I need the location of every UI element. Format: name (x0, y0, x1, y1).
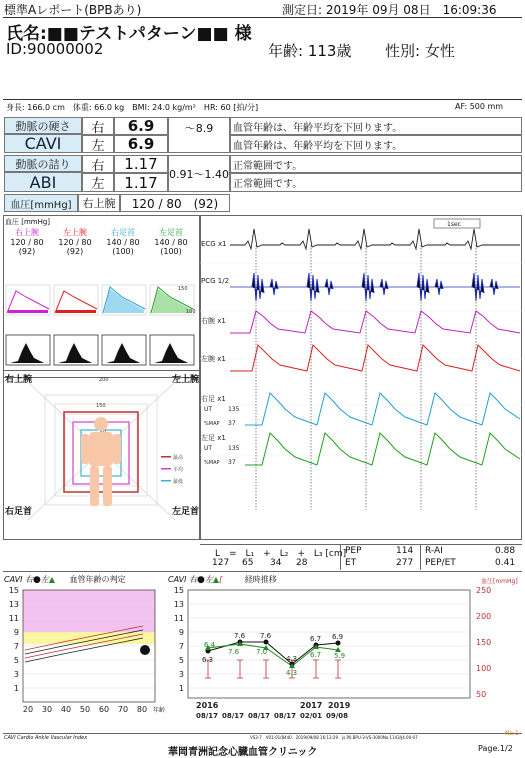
r-ankle-label: 右足 x1 (201, 395, 226, 403)
length-l1: 65 (242, 558, 254, 568)
cavi-left-comment: 血管年齢は、年齢平均を下回ります。 (230, 135, 522, 153)
abi-range: 0.91～1.40 (168, 155, 230, 192)
abi-left-side: 左 (82, 173, 114, 192)
age-ytick: 11 (8, 614, 19, 623)
af-value: AF: 500 mm (455, 102, 504, 111)
left-value-label: 7.0 (256, 648, 268, 656)
age-xtick: 70 (117, 705, 129, 714)
age-ytick: 3 (13, 670, 19, 679)
date-label: 08/17 (196, 712, 219, 720)
scale-150: 150 (178, 286, 188, 292)
abi-right-side: 右 (82, 155, 114, 173)
bp-tick: 200 (476, 612, 492, 621)
abi-right-value: 1.17 (114, 155, 168, 173)
bp-site-r-ankle (100, 227, 146, 256)
cavi-right-value: 6.9 (114, 117, 168, 135)
right-dot-icon: ● (33, 575, 41, 585)
date-label: 08/17 (222, 712, 245, 720)
body-bottom-right: 左足首 (172, 507, 200, 517)
bp-site-value: 120 / 80 (10, 238, 44, 247)
cavi-right-side: 右 (82, 117, 114, 135)
left-value-label: 6.7 (310, 651, 322, 659)
bp-site-mean: (92) (66, 247, 84, 256)
age-x-ticks (23, 705, 147, 714)
bp-site-l-ankle (148, 227, 194, 256)
right-value-label: 6.3 (202, 656, 214, 664)
date-label: 09/08 (326, 712, 349, 720)
vascular-age-chart (3, 584, 166, 732)
trend-year-labels (196, 701, 351, 710)
trend-ytick: 13 (173, 600, 184, 609)
l-map-label: %MAP (204, 460, 220, 466)
date-label: 08/17 (274, 712, 297, 720)
age-ytick: 15 (8, 586, 19, 595)
r-arm-trace (230, 311, 520, 333)
l-ut-value: 135 (228, 445, 240, 452)
left-value-label: 6.4 (204, 641, 216, 649)
bp-site-mean: (100) (160, 247, 182, 256)
mid-zone (23, 632, 155, 644)
r-ankle-trace (245, 393, 520, 425)
trend-ytick: 11 (173, 614, 184, 623)
bp-row-value: 120 / 80 (92) (120, 194, 230, 212)
left-value-label: 7.6 (228, 648, 240, 656)
age-xtick: 80 (136, 705, 148, 714)
body-radar-svg (3, 370, 200, 540)
pep-value: 114 (396, 546, 414, 556)
abi-section-label: 動脈の詰り (4, 155, 82, 172)
bp-mini-waveforms (4, 283, 199, 378)
bp-site-name: 左上腕 (63, 228, 87, 237)
inner-150: 150 (96, 403, 106, 409)
bp-tick: 100 (476, 664, 492, 673)
bp-site-l-arm (52, 227, 98, 256)
legend-mean: 平均 (173, 467, 184, 473)
report-title: 標準Aレポート(BPBあり) (4, 3, 142, 17)
length-l: 127 (212, 558, 230, 568)
age-xtick: 50 (79, 705, 91, 714)
trend-bp-ticks (476, 586, 491, 699)
bp-site-name: 右足首 (111, 228, 135, 237)
legend-min: 最低 (173, 479, 184, 485)
rai-label: R-AI (425, 546, 443, 556)
pcg-label: PCG 1/2 (201, 277, 230, 285)
axis-200: 200 (99, 377, 109, 383)
bp-site-mean: (92) (18, 247, 36, 256)
bp-site-r-arm (4, 227, 50, 256)
l-arm-trace (230, 345, 520, 371)
et-value: 277 (396, 558, 414, 568)
mini-wave-r-arm (6, 285, 50, 315)
trend-right-dot-icon: ● (197, 575, 205, 585)
bp-site-name: 右上腕 (15, 228, 39, 237)
right-value-label: 6.9 (332, 633, 344, 641)
year-label: 2019 (328, 701, 351, 710)
mini-wave-l-arm (54, 285, 98, 315)
age-x-unit: 年齢 (153, 707, 166, 714)
bp-site-value: 140 / 80 (154, 238, 188, 247)
footer-clinic: 華岡青洲記念心臓血管クリニック (168, 747, 318, 758)
time-scale-label: 1sec (447, 221, 461, 228)
bp-brackets (205, 660, 341, 678)
trend-y-ticks (174, 586, 184, 693)
body-bottom-left: 右足首 (5, 507, 33, 517)
measure-date: 測定日: 2019年 09月 08日 16:09:36 (282, 3, 497, 17)
footer-cavi-desc: CAVI Cardio Ankle Vascular Index (4, 735, 88, 741)
abi-left-comment: 正常範囲です。 (230, 173, 522, 192)
trend-ytick: 15 (173, 586, 184, 595)
bp-row-site: 右上腕 (78, 194, 120, 212)
patient-id: ID:90000002 (6, 40, 104, 58)
mini-histograms (6, 335, 194, 365)
l-ut-label: UT (204, 445, 213, 452)
left-value-label: 4.3 (286, 669, 298, 677)
length-formula: L = L₁ + L₂ + L₃ [cm] (215, 549, 347, 559)
trend-date-labels (196, 712, 348, 720)
bp-site-name: 左足首 (159, 228, 183, 237)
waveform-svg (200, 215, 522, 540)
current-patient-dot (140, 645, 150, 655)
timing-markers (256, 245, 476, 510)
trend-chart (168, 584, 522, 732)
patient-age: 年齢: 113歳 (268, 42, 352, 60)
right-value-label: 7.6 (234, 632, 246, 640)
trend-ytick: 1 (178, 684, 184, 693)
footer-page: Page.1/2 (478, 744, 513, 753)
age-ytick: 5 (13, 656, 19, 665)
r-arm-label: 右腕 x1 (201, 317, 226, 325)
abi-left-value: 1.17 (114, 173, 168, 192)
trend-ytick: 5 (178, 656, 184, 665)
scale-100: 100 (186, 309, 196, 315)
patient-sex: 性別: 女性 (385, 42, 455, 60)
patient-name: 氏名:■■テストパターン■■ 様 (6, 24, 252, 44)
right-value-label: 4.3 (286, 655, 298, 663)
bp-panel-title: 血圧 [mmHg] (5, 218, 51, 226)
left-value-label: 5.9 (334, 652, 346, 660)
age-ytick: 7 (13, 642, 19, 651)
age-xtick: 30 (41, 705, 53, 714)
right-value-label: 6.7 (310, 635, 322, 643)
r-ut-label: UT (204, 406, 213, 413)
age-chart-title-mid: 左 (40, 575, 49, 584)
legend-max: 最高 (173, 455, 184, 461)
trend-ytick: 3 (178, 670, 184, 679)
l-ankle-label: 左足 x1 (201, 434, 226, 442)
bp-site-value: 140 / 80 (106, 238, 140, 247)
ecg-trace (230, 229, 520, 249)
year-label: 2017 (300, 701, 323, 710)
pepet-label: PEP/ET (425, 558, 456, 568)
r-ut-value: 135 (228, 406, 240, 413)
abi-label: ABI (4, 172, 82, 192)
r-map-value: 37 (228, 420, 236, 427)
age-ytick: 9 (13, 628, 19, 637)
l-map-value: 37 (228, 459, 236, 466)
trend-title-mid: 左 (204, 575, 213, 584)
l-arm-label: 左腕 x1 (201, 355, 226, 363)
cavi-left-side: 左 (82, 135, 114, 153)
body-top-left: 右上腕 (5, 375, 33, 385)
bp-row-label: 血圧[mmHg] (4, 194, 78, 212)
bp-tick: 250 (476, 586, 492, 595)
rai-value: 0.88 (495, 546, 516, 556)
mini-wave-r-ankle (102, 285, 146, 315)
et-label: ET (345, 558, 357, 568)
age-chart-subtitle: 血管年齢の判定 (69, 575, 126, 584)
age-ytick: 1 (13, 684, 19, 693)
body-top-right: 左上腕 (172, 375, 200, 385)
vitals-line: 身長: 166.0 cm 体重: 66.0 kg BMI: 24.0 kg/m² HR: 60 [拍/分] (6, 103, 259, 112)
right-value-label: 7.6 (260, 632, 272, 640)
bp-bracket-icon: [ (219, 575, 223, 584)
trend-ytick: 7 (178, 642, 184, 651)
trend-ytick: 9 (178, 628, 184, 637)
cavi-range: ～8.9 (168, 117, 230, 153)
trend-title-prefix: CAVI 右 (168, 575, 198, 584)
age-ytick: 13 (8, 600, 19, 609)
cavi-label: CAVI (4, 134, 82, 153)
date-label: 02/01 (300, 712, 323, 720)
pep-label: PEP (345, 546, 362, 556)
footer-no: No.1 (505, 730, 519, 737)
trend-left-triangle-icon: ▲ (212, 575, 220, 584)
date-label: 08/17 (248, 712, 271, 720)
cavi-right-comment: 血管年齢は、年齢平均を下回ります。 (230, 117, 522, 135)
age-xtick: 40 (60, 705, 72, 714)
high-zone (23, 590, 155, 632)
year-label: 2016 (196, 701, 219, 710)
r-map-label: %MAP (204, 421, 220, 427)
abi-right-comment: 正常範囲です。 (230, 155, 522, 173)
age-y-ticks (9, 586, 19, 693)
right-point (336, 641, 341, 646)
footer-device: VS3-7 V01-01/8440 2019/09/08 16:13:29 js.P0.BPU-3-VS-3000No.1143/J4.00-07 (250, 735, 418, 740)
cavi-left-value: 6.9 (114, 135, 168, 153)
age-xtick: 20 (22, 705, 34, 714)
pepet-value: 0.41 (495, 558, 516, 568)
left-triangle-icon: ▲ (48, 575, 56, 584)
bp-site-mean: (100) (112, 247, 134, 256)
outline-legend (161, 454, 183, 485)
age-chart-title-prefix: CAVI 右 (4, 575, 34, 584)
trend-bp-unit: 血圧[mmHg] (481, 578, 518, 585)
right-point (264, 640, 269, 645)
trend-subtitle: 経時推移 (244, 575, 277, 584)
length-l2: 34 (270, 558, 282, 568)
age-xtick: 60 (98, 705, 110, 714)
bp-tick: 150 (476, 638, 492, 647)
bp-tick: 50 (476, 690, 487, 699)
length-l3: 28 (296, 558, 308, 568)
l-ankle-trace (245, 433, 520, 465)
cavi-section-label: 動脈の硬さ (4, 117, 82, 134)
ecg-label: ECG x1 (201, 240, 227, 248)
bp-site-value: 120 / 80 (58, 238, 92, 247)
